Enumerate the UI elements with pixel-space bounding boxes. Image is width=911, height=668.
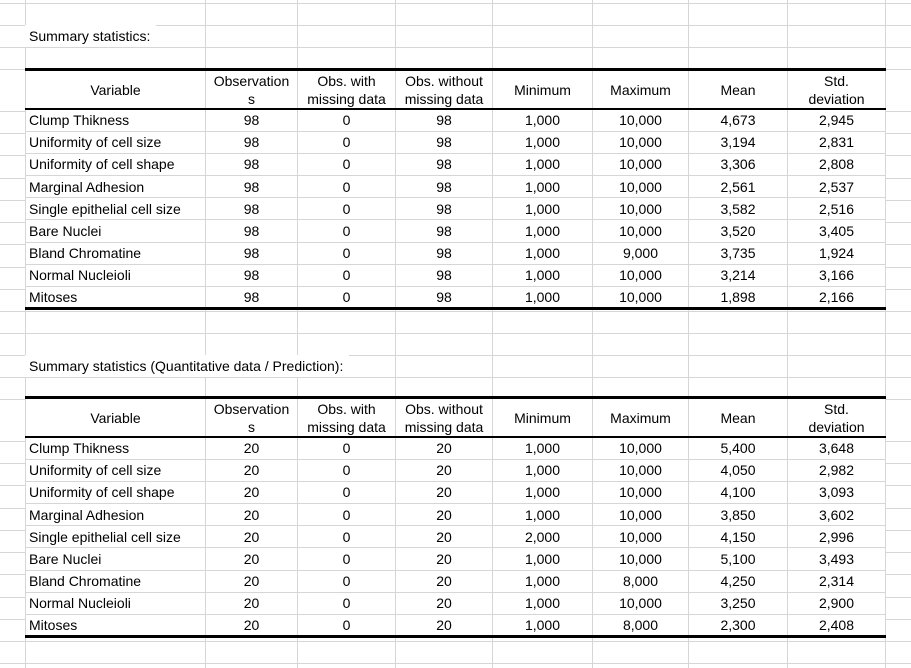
- value-cell[interactable]: 2,000: [493, 526, 593, 548]
- value-cell[interactable]: 98: [206, 242, 298, 264]
- table1-title-cell[interactable]: Summary statistics:: [25, 25, 156, 47]
- value-cell[interactable]: 0: [298, 198, 396, 220]
- value-cell[interactable]: 2,314: [788, 570, 886, 592]
- value-cell[interactable]: 4,050: [689, 459, 788, 481]
- value-cell[interactable]: 1,000: [493, 131, 593, 153]
- value-cell[interactable]: 1,000: [493, 481, 593, 503]
- value-cell[interactable]: 5,400: [689, 437, 788, 459]
- value-cell[interactable]: 9,000: [593, 242, 689, 264]
- value-cell[interactable]: 10,000: [593, 526, 689, 548]
- value-cell[interactable]: 98: [396, 198, 493, 220]
- value-cell[interactable]: 0: [298, 615, 396, 637]
- column-header-observations[interactable]: Observation s: [206, 398, 298, 438]
- value-cell[interactable]: 2,996: [788, 526, 886, 548]
- variable-cell[interactable]: Marginal Adhesion: [26, 504, 206, 526]
- table-body: [26, 437, 886, 637]
- value-cell[interactable]: 20: [206, 459, 298, 481]
- table-row: [26, 264, 886, 286]
- variable-cell[interactable]: Normal Nucleioli: [26, 264, 206, 286]
- value-cell[interactable]: 20: [206, 592, 298, 614]
- gridline-horizontal: [0, 663, 911, 664]
- value-cell[interactable]: 4,100: [689, 481, 788, 503]
- value-cell[interactable]: 10,000: [593, 437, 689, 459]
- value-cell[interactable]: 0: [298, 526, 396, 548]
- gridline-horizontal: [0, 3, 911, 4]
- table-row: [26, 176, 886, 198]
- table-row: [26, 526, 886, 548]
- value-cell[interactable]: 2,561: [689, 176, 788, 198]
- column-header-obs-with-missing-data[interactable]: Obs. with missing data: [298, 70, 396, 110]
- value-cell[interactable]: 20: [396, 526, 493, 548]
- table-row: [26, 548, 886, 570]
- value-cell[interactable]: 10,000: [593, 592, 689, 614]
- value-cell[interactable]: 0: [298, 570, 396, 592]
- column-header-std-deviation[interactable]: Std. deviation: [788, 70, 886, 110]
- table-row: [26, 153, 886, 175]
- summary-statistics-prediction-table: [25, 396, 886, 638]
- variable-cell[interactable]: Mitoses: [26, 287, 206, 309]
- table-row: [26, 570, 886, 592]
- value-cell[interactable]: 98: [206, 198, 298, 220]
- column-header-variable[interactable]: Variable: [26, 70, 206, 110]
- value-cell[interactable]: 98: [206, 131, 298, 153]
- table-row: [26, 437, 886, 459]
- value-cell[interactable]: 3,214: [689, 264, 788, 286]
- table-row: [26, 131, 886, 153]
- value-cell[interactable]: 1,000: [493, 287, 593, 309]
- header-row: [26, 398, 886, 438]
- value-cell[interactable]: 20: [206, 481, 298, 503]
- value-cell[interactable]: 10,000: [593, 176, 689, 198]
- column-header-obs-without-missing-data[interactable]: Obs. without missing data: [396, 70, 493, 110]
- value-cell[interactable]: 8,000: [593, 615, 689, 637]
- gridline-horizontal: [0, 311, 911, 312]
- value-cell[interactable]: 10,000: [593, 131, 689, 153]
- gridline-horizontal: [0, 641, 911, 642]
- value-cell[interactable]: 0: [298, 437, 396, 459]
- value-cell[interactable]: 1,000: [493, 459, 593, 481]
- value-cell[interactable]: 20: [206, 615, 298, 637]
- value-cell[interactable]: 20: [206, 504, 298, 526]
- table-row: [26, 592, 886, 614]
- value-cell[interactable]: 4,150: [689, 526, 788, 548]
- value-cell[interactable]: 2,408: [788, 615, 886, 637]
- table2-title-cell[interactable]: Summary statistics (Quantitative data / Prediction):: [25, 355, 349, 377]
- value-cell[interactable]: 0: [298, 109, 396, 131]
- value-cell[interactable]: 1,000: [493, 570, 593, 592]
- table-row: [26, 481, 886, 503]
- value-cell[interactable]: 0: [298, 459, 396, 481]
- table-row: [26, 615, 886, 637]
- value-cell[interactable]: 20: [206, 526, 298, 548]
- value-cell[interactable]: 20: [206, 548, 298, 570]
- table-row: [26, 242, 886, 264]
- variable-cell[interactable]: Uniformity of cell shape: [26, 153, 206, 175]
- value-cell[interactable]: 3,602: [788, 504, 886, 526]
- value-cell[interactable]: 3,520: [689, 220, 788, 242]
- value-cell[interactable]: 3,582: [689, 198, 788, 220]
- value-cell[interactable]: 1,000: [493, 615, 593, 637]
- value-cell[interactable]: 1,000: [493, 592, 593, 614]
- value-cell[interactable]: 2,982: [788, 459, 886, 481]
- value-cell[interactable]: 98: [396, 109, 493, 131]
- value-cell[interactable]: 2,166: [788, 287, 886, 309]
- value-cell[interactable]: 3,166: [788, 264, 886, 286]
- value-cell[interactable]: 0: [298, 220, 396, 242]
- variable-cell[interactable]: Clump Thikness: [26, 437, 206, 459]
- value-cell[interactable]: 98: [206, 176, 298, 198]
- variable-cell[interactable]: Single epithelial cell size: [26, 526, 206, 548]
- value-cell[interactable]: 98: [206, 220, 298, 242]
- variable-cell[interactable]: Clump Thikness: [26, 109, 206, 131]
- value-cell[interactable]: 8,000: [593, 570, 689, 592]
- table-row: [26, 198, 886, 220]
- variable-cell[interactable]: Uniformity of cell size: [26, 131, 206, 153]
- value-cell[interactable]: 3,306: [689, 153, 788, 175]
- value-cell[interactable]: 1,000: [493, 220, 593, 242]
- value-cell[interactable]: 20: [396, 504, 493, 526]
- value-cell[interactable]: 2,537: [788, 176, 886, 198]
- value-cell[interactable]: 98: [206, 153, 298, 175]
- value-cell[interactable]: 0: [298, 548, 396, 570]
- value-cell[interactable]: 98: [206, 264, 298, 286]
- value-cell[interactable]: 1,000: [493, 109, 593, 131]
- summary-statistics-table: [25, 68, 886, 310]
- value-cell[interactable]: 1,000: [493, 264, 593, 286]
- column-header-maximum[interactable]: Maximum: [593, 70, 689, 110]
- column-header-variable[interactable]: Variable: [26, 398, 206, 438]
- table-row: [26, 459, 886, 481]
- value-cell[interactable]: 1,000: [493, 548, 593, 570]
- value-cell[interactable]: 0: [298, 287, 396, 309]
- value-cell[interactable]: 3,093: [788, 481, 886, 503]
- value-cell[interactable]: 4,673: [689, 109, 788, 131]
- column-header-minimum[interactable]: Minimum: [493, 70, 593, 110]
- value-cell[interactable]: 5,100: [689, 548, 788, 570]
- column-header-obs-with-missing-data[interactable]: Obs. with missing data: [298, 398, 396, 438]
- value-cell[interactable]: 10,000: [593, 481, 689, 503]
- value-cell[interactable]: 1,000: [493, 176, 593, 198]
- column-header-observations[interactable]: Observation s: [206, 70, 298, 110]
- value-cell[interactable]: 20: [396, 548, 493, 570]
- variable-cell[interactable]: Single epithelial cell size: [26, 198, 206, 220]
- value-cell[interactable]: 1,000: [493, 242, 593, 264]
- value-cell[interactable]: 98: [396, 131, 493, 153]
- value-cell[interactable]: 20: [396, 481, 493, 503]
- value-cell[interactable]: 20: [396, 615, 493, 637]
- value-cell[interactable]: 1,000: [493, 153, 593, 175]
- value-cell[interactable]: 98: [206, 109, 298, 131]
- table-row: [26, 220, 886, 242]
- value-cell[interactable]: 10,000: [593, 198, 689, 220]
- table-row: [26, 109, 886, 131]
- variable-cell[interactable]: Bland Chromatine: [26, 570, 206, 592]
- column-header-std-deviation[interactable]: Std. deviation: [788, 398, 886, 438]
- value-cell[interactable]: 2,900: [788, 592, 886, 614]
- value-cell[interactable]: 98: [396, 176, 493, 198]
- value-cell[interactable]: 10,000: [593, 109, 689, 131]
- gridline-horizontal: [0, 47, 911, 48]
- variable-cell[interactable]: Bare Nuclei: [26, 220, 206, 242]
- value-cell[interactable]: 98: [396, 287, 493, 309]
- variable-cell[interactable]: Uniformity of cell size: [26, 459, 206, 481]
- table-row: [26, 504, 886, 526]
- value-cell[interactable]: 3,735: [689, 242, 788, 264]
- value-cell[interactable]: 3,850: [689, 504, 788, 526]
- table-header-row: [26, 70, 886, 110]
- value-cell[interactable]: 1,898: [689, 287, 788, 309]
- value-cell[interactable]: 4,250: [689, 570, 788, 592]
- value-cell[interactable]: 20: [396, 437, 493, 459]
- column-header-mean[interactable]: Mean: [689, 70, 788, 110]
- value-cell[interactable]: 2,516: [788, 198, 886, 220]
- value-cell[interactable]: 0: [298, 153, 396, 175]
- value-cell[interactable]: 10,000: [593, 153, 689, 175]
- variable-cell[interactable]: Normal Nucleioli: [26, 592, 206, 614]
- gridline-horizontal: [0, 377, 911, 378]
- column-header-obs-without-missing-data[interactable]: Obs. without missing data: [396, 398, 493, 438]
- variable-cell[interactable]: Bland Chromatine: [26, 242, 206, 264]
- value-cell[interactable]: 0: [298, 131, 396, 153]
- variable-cell[interactable]: Bare Nuclei: [26, 548, 206, 570]
- table-row: [26, 287, 886, 309]
- value-cell[interactable]: 20: [396, 459, 493, 481]
- value-cell[interactable]: 10,000: [593, 504, 689, 526]
- value-cell[interactable]: 3,250: [689, 592, 788, 614]
- value-cell[interactable]: 1,000: [493, 198, 593, 220]
- value-cell[interactable]: 20: [396, 592, 493, 614]
- value-cell[interactable]: 3,648: [788, 437, 886, 459]
- value-cell[interactable]: 1,000: [493, 437, 593, 459]
- value-cell[interactable]: 98: [396, 264, 493, 286]
- value-cell[interactable]: 1,924: [788, 242, 886, 264]
- value-cell[interactable]: 0: [298, 504, 396, 526]
- value-cell[interactable]: 3,405: [788, 220, 886, 242]
- variable-cell[interactable]: Mitoses: [26, 615, 206, 637]
- column-header-maximum[interactable]: Maximum: [593, 398, 689, 438]
- header-row: [26, 70, 886, 110]
- variable-cell[interactable]: Marginal Adhesion: [26, 176, 206, 198]
- value-cell[interactable]: 0: [298, 264, 396, 286]
- table-body: [26, 109, 886, 309]
- value-cell[interactable]: 3,493: [788, 548, 886, 570]
- value-cell[interactable]: 10,000: [593, 220, 689, 242]
- value-cell[interactable]: 0: [298, 481, 396, 503]
- value-cell[interactable]: 98: [396, 242, 493, 264]
- column-header-mean[interactable]: Mean: [689, 398, 788, 438]
- column-header-minimum[interactable]: Minimum: [493, 398, 593, 438]
- value-cell[interactable]: 98: [396, 220, 493, 242]
- variable-cell[interactable]: Uniformity of cell shape: [26, 481, 206, 503]
- value-cell[interactable]: 20: [396, 570, 493, 592]
- value-cell[interactable]: 3,194: [689, 131, 788, 153]
- value-cell[interactable]: 10,000: [593, 548, 689, 570]
- value-cell[interactable]: 0: [298, 242, 396, 264]
- value-cell[interactable]: 20: [206, 437, 298, 459]
- value-cell[interactable]: 98: [206, 287, 298, 309]
- value-cell[interactable]: 2,831: [788, 131, 886, 153]
- value-cell[interactable]: 10,000: [593, 264, 689, 286]
- value-cell[interactable]: 0: [298, 176, 396, 198]
- value-cell[interactable]: 10,000: [593, 459, 689, 481]
- value-cell[interactable]: 2,945: [788, 109, 886, 131]
- value-cell[interactable]: 20: [206, 570, 298, 592]
- value-cell[interactable]: 10,000: [593, 287, 689, 309]
- value-cell[interactable]: 2,808: [788, 153, 886, 175]
- table-header-row: [26, 398, 886, 438]
- value-cell[interactable]: 1,000: [493, 504, 593, 526]
- gridline-horizontal: [0, 333, 911, 334]
- value-cell[interactable]: 0: [298, 592, 396, 614]
- value-cell[interactable]: 98: [396, 153, 493, 175]
- value-cell[interactable]: 2,300: [689, 615, 788, 637]
